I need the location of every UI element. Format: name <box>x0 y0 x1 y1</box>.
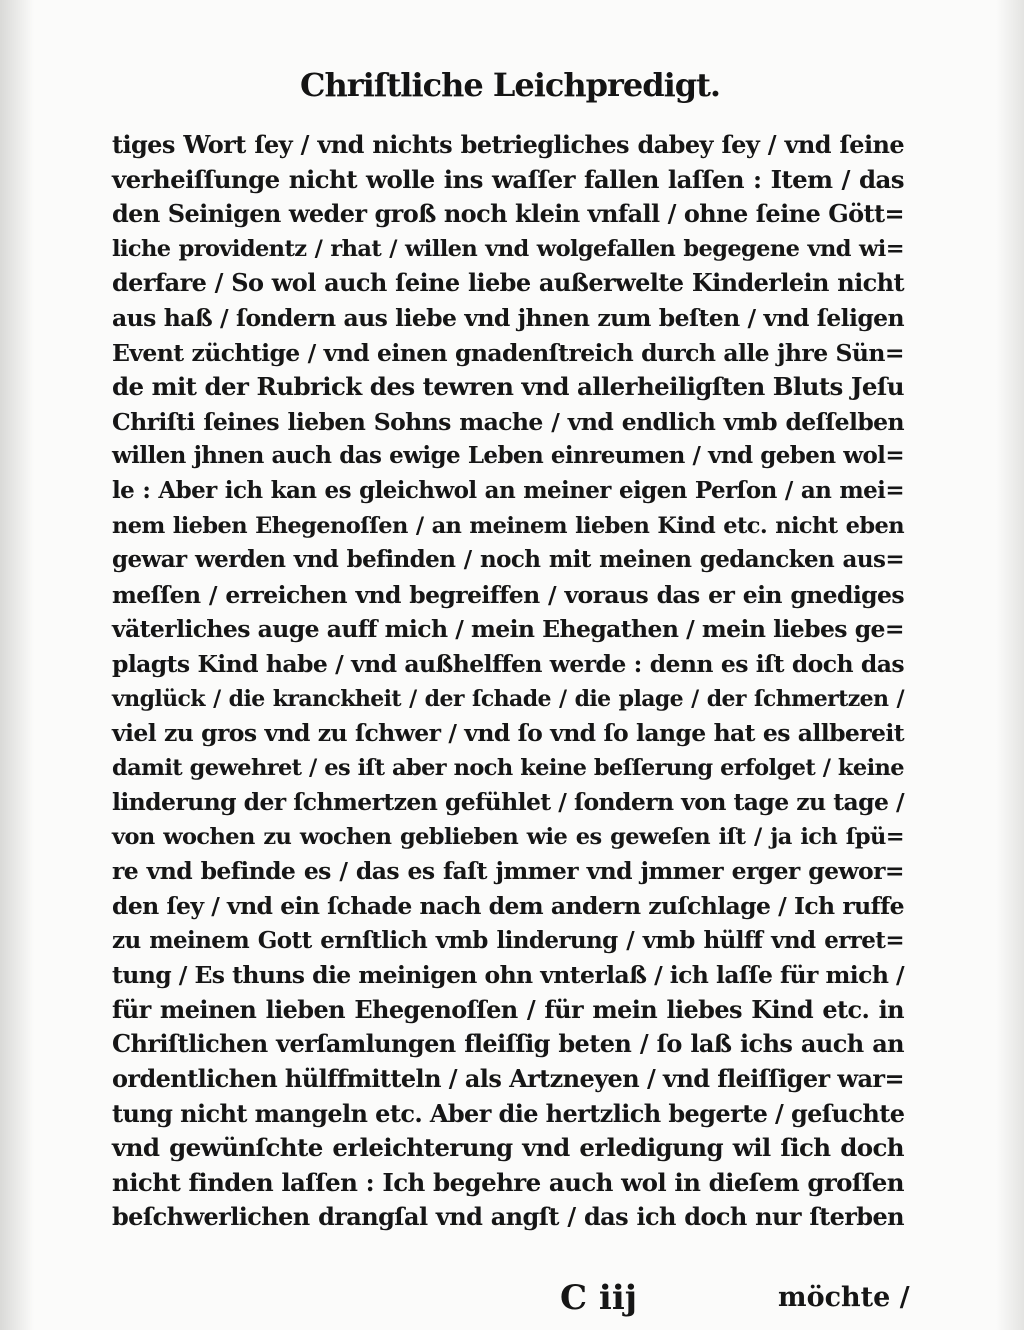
text-line: liche providentz / rhat / willen vnd wolgefallen begegene vnd wi= <box>112 235 904 262</box>
scan-shadow-left <box>0 0 34 1330</box>
text-line: viel zu gros vnd zu ſchwer / vnd ſo vnd ſo lange hat es allbereit <box>112 719 904 748</box>
text-line: willen jhnen auch das ewige Leben einreumen / vnd geben wol= <box>112 442 904 470</box>
text-line: gewar werden vnd befinden / noch mit meinen gedancken aus= <box>112 546 904 574</box>
text-line: Event züchtige / vnd einen gnadenſtreich durch alle jhre Sün= <box>112 338 904 367</box>
page-footer <box>0 1278 1024 1322</box>
text-line: re vnd befinde es / das es faſt jmmer vnd jmmer erger gewor= <box>112 857 904 886</box>
catchword: möchte / <box>778 1282 910 1313</box>
text-line: den ſey / vnd ein ſchade nach dem andern zuſchlage / Ich ruffe <box>112 892 904 921</box>
text-line: plagts Kind habe / vnd außhelffen werde : denn es iſt doch das <box>112 649 904 678</box>
text-line: für meinen lieben Ehegenoſſen / für mein liebes Kind etc. in <box>112 994 904 1024</box>
text-line: ordentlichen hülffmitteln / als Artzneyen / vnd fleiſſiger war= <box>112 1064 904 1094</box>
running-head: Chriſtliche Leichpredigt. <box>300 66 721 104</box>
text-line: de mit der Rubrick des tewren vnd allerheiligſten Bluts Jeſu <box>112 372 904 402</box>
text-line: verheiſſunge nicht wolle ins waſſer fallen laſſen : Item / das <box>112 164 904 194</box>
text-line: vnd gewünſchte erleichterung vnd erledigung wil ſich doch <box>112 1133 904 1163</box>
text-line: Chriſti ſeines lieben Sohns mache / vnd endlich vmb deſſelben <box>112 407 904 436</box>
text-line: tung / Es thuns die meinigen ohn vnterlaß / ich laſſe für mich / <box>112 961 904 990</box>
text-line: meſſen / erreichen vnd begreiffen / voraus das er ein gnediges <box>112 580 904 609</box>
text-line: linderung der ſchmertzen gefühlet / ſondern von tage zu tage / <box>112 788 904 817</box>
text-line: beſchwerlichen drangſal vnd angſt / das ich doch nur ſterben <box>112 1202 904 1232</box>
text-line: derfare / So wol auch ſeine liebe außerwelte Kinderlein nicht <box>112 268 904 298</box>
text-line: Chriſtlichen verſamlungen fleiſſig beten / ſo laß ichs auch an <box>112 1029 904 1059</box>
text-line: den Seinigen weder groß noch klein vnfall / ohne ſeine Gött= <box>112 199 904 229</box>
signature-mark: C iij <box>560 1278 638 1318</box>
text-line: nicht finden laſſen : Ich begehre auch wol in dieſem groſſen <box>112 1167 904 1197</box>
text-line: aus haß / ſondern aus liebe vnd jhnen zum beſten / vnd ſeligen <box>112 303 904 332</box>
text-line: tung nicht mangeln etc. Aber die hertzlich begerte / geſuchte <box>112 1098 905 1128</box>
text-line: le : Aber ich kan es gleichwol an meiner eigen Perſon / an mei= <box>112 476 904 504</box>
text-line: vnglück / die kranckheit / der ſchade / die plage / der ſchmertzen / <box>112 685 904 712</box>
text-line: tiges Wort ſey / vnd nichts betriegliches dabey ſey / vnd ſeine <box>112 130 904 159</box>
text-line: von wochen zu wochen geblieben wie es geweſen iſt / ja ich ſpü= <box>112 823 904 850</box>
text-line: zu meinem Gott ernſtlich vmb linderung / vmb hülff vnd erret= <box>112 926 904 954</box>
scan-shadow-right <box>996 0 1024 1330</box>
text-line: väterliches auge auff mich / mein Ehegathen / mein liebes ge= <box>112 615 904 644</box>
text-line: damit gewehret / es iſt aber noch keine beſſerung erfolget / keine <box>112 754 904 781</box>
text-line: nem lieben Ehegenoſſen / an meinem lieben Kind etc. nicht eben <box>112 512 904 539</box>
body-text <box>112 128 904 1235</box>
